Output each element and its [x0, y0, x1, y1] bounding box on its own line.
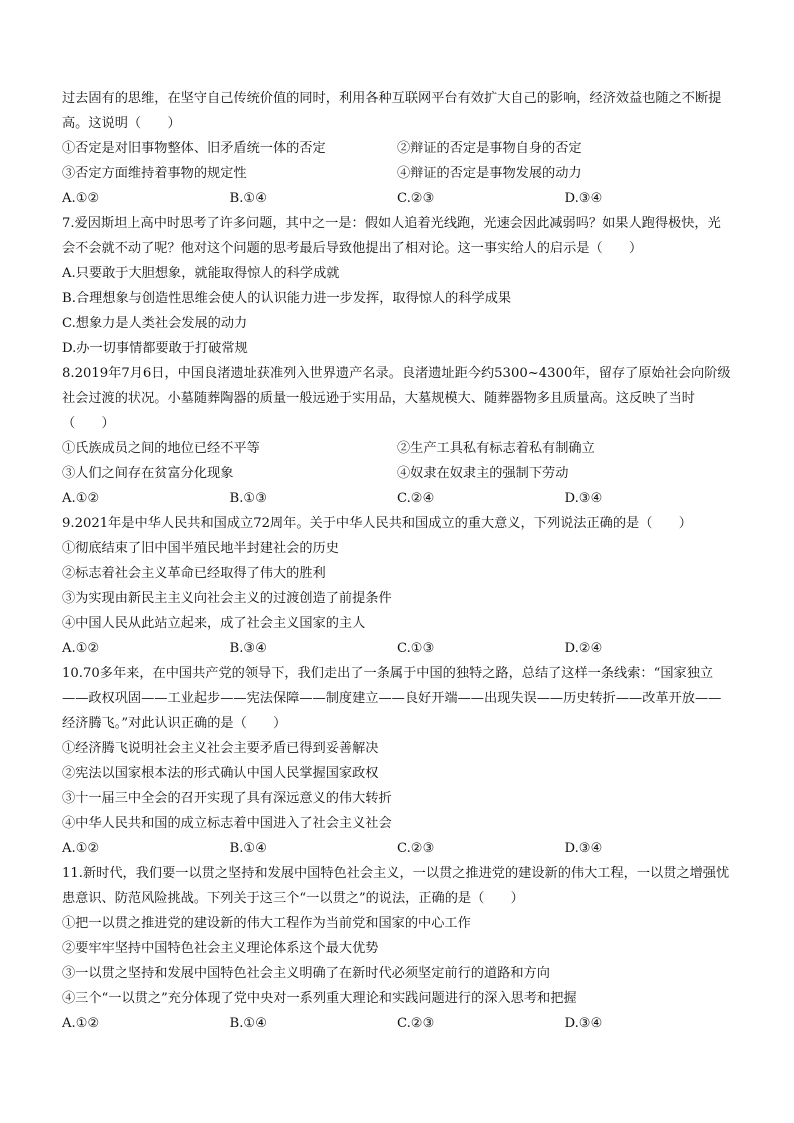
q6-option-2: ②辩证的否定是事物自身的否定: [397, 141, 582, 156]
q6-options-row1: [62, 136, 732, 161]
q11-option-2: ②要牢牢坚持中国特色社会主义理论体系这个最大优势: [62, 941, 379, 956]
q9-choice-c[interactable]: C.①③: [397, 641, 435, 656]
q7-choice-a[interactable]: A.只要敢于大胆想象，就能取得惊人的科学成就: [62, 266, 340, 281]
q11-choice-c[interactable]: C.②③: [397, 1016, 435, 1031]
q8-option-1: ①氏族成员之间的地位已经不平等: [62, 441, 260, 456]
q11-choice-b[interactable]: B.①④: [229, 1016, 268, 1031]
q11-choice-a[interactable]: A.①②: [62, 1016, 100, 1031]
q8-option-3: ③人们之间存在贫富分化现象: [62, 466, 234, 481]
q10-option-2: ②宪法以国家根本法的形式确认中国人民掌握国家政权: [62, 766, 379, 781]
q9-option-1: ①彻底结束了旧中国半殖民地半封建社会的历史: [62, 541, 339, 556]
q10-choices: [62, 836, 732, 861]
exam-page: [62, 86, 732, 1036]
q11-stem: 11.新时代，我们要一以贯之坚持和发展中国特色社会主义，一以贯之推进党的建设新的伟大工程，一以贯之增强忧患意识、防范风险挑战。下列关于这三个“一以贯之”的说法，正确的是（ ）: [62, 866, 730, 906]
q9-choice-a[interactable]: A.①②: [62, 641, 100, 656]
q6-option-4: ④辩证的否定是事物发展的动力: [397, 166, 582, 181]
q10-choice-a[interactable]: A.①②: [62, 841, 100, 856]
q7-stem: 7.爱因斯坦上高中时思考了许多问题，其中之一是：假如人追着光线跑，光速会因此减弱吗？如果人跑得极快，光会不会就不动了呢？他对这个问题的思考最后导致他提出了相对论。这一事实给人的启示是（ ）: [62, 216, 721, 256]
q7-choice-c[interactable]: C.想象力是人类社会发展的动力: [62, 316, 248, 331]
q9-choice-d[interactable]: D.②④: [564, 641, 603, 656]
q7-choice-d[interactable]: D.办一切事情都要敢于打破常规: [62, 341, 248, 356]
q10-choice-b[interactable]: B.①④: [229, 841, 268, 856]
q7-choice-b[interactable]: B.合理想象与创造性思维会使人的认识能力进一步发挥，取得惊人的科学成果: [62, 291, 512, 306]
q6-option-3: ③否定方面维持着事物的规定性: [62, 166, 247, 181]
q6-choices: [62, 186, 732, 211]
q10-choice-d[interactable]: D.③④: [564, 841, 603, 856]
q11-option-3: ③一以贯之坚持和发展中国特色社会主义明确了在新时代必须坚定前行的道路和方向: [62, 966, 550, 981]
q6-options-row2: [62, 161, 732, 186]
q10-option-4: ④中华人民共和国的成立标志着中国进入了社会主义社会: [62, 816, 392, 831]
q8-choice-c[interactable]: C.②④: [397, 491, 435, 506]
q9-choice-b[interactable]: B.③④: [229, 641, 268, 656]
q8-option-4: ④奴隶在奴隶主的强制下劳动: [397, 466, 569, 481]
q11-choice-d[interactable]: D.③④: [564, 1016, 603, 1031]
q11-option-1: ①把一以贯之推进党的建设新的伟大工程作为当前党和国家的中心工作: [62, 916, 471, 931]
q8-choice-b[interactable]: B.①③: [229, 491, 268, 506]
q9-choices: [62, 636, 732, 661]
q8-stem: 8.2019年7月6日，中国良渚遗址获准列入世界遗产名录。良渚遗址距今约5300~4300年，留存了原始社会向阶级社会过渡的状况。小墓随葬陶器的质量一般远逊于实用品，大墓规模大、随葬器物多且质量高。这反映了当时（ ）: [62, 366, 731, 431]
q10-option-3: ③十一届三中全会的召开实现了具有深远意义的伟大转折: [62, 791, 392, 806]
q11-option-4: ④三个“一以贯之”充分体现了党中央对一系列重大理论和实践问题进行的深入思考和把握: [62, 991, 577, 1006]
q6-choice-a[interactable]: A.①②: [62, 191, 100, 206]
q8-options-row2: [62, 461, 732, 486]
q9-option-2: ②标志着社会主义革命已经取得了伟大的胜利: [62, 566, 326, 581]
q10-option-1: ①经济腾飞说明社会主义社会主要矛盾已得到妥善解决: [62, 741, 379, 756]
q8-option-2: ②生产工具私有标志着私有制确立: [397, 441, 595, 456]
q11-choices: [62, 1011, 732, 1036]
q8-options-row1: [62, 436, 732, 461]
q6-stem: 过去固有的思维，在坚守自己传统价值的同时，利用各种互联网平台有效扩大自己的影响，经济效益也随之不断提高。这说明（ ）: [62, 91, 722, 131]
q9-stem: 9.2021年是中华人民共和国成立72周年。关于中华人民共和国成立的重大意义，下列说法正确的是（ ）: [62, 516, 692, 531]
q6-option-1: ①否定是对旧事物整体、旧矛盾统一体的否定: [62, 141, 326, 156]
q8-choice-a[interactable]: A.①②: [62, 491, 100, 506]
q6-choice-d[interactable]: D.③④: [564, 191, 603, 206]
q8-choice-d[interactable]: D.③④: [564, 491, 603, 506]
q9-option-3: ③为实现由新民主主义向社会主义的过渡创造了前提条件: [62, 591, 392, 606]
q10-stem: 10.70多年来，在中国共产党的领导下，我们走出了一条属于中国的独特之路，总结了这样一条线索：“国家独立——政权巩固——工业起步——宪法保障——制度建立——良好开端——出现失误——历史转折——改革开放——经济腾飞。”对此认识正确的是（ ）: [62, 666, 722, 731]
q8-choices: [62, 486, 732, 511]
q6-choice-b[interactable]: B.①④: [229, 191, 268, 206]
q9-option-4: ④中国人民从此站立起来，成了社会主义国家的主人: [62, 616, 366, 631]
q10-choice-c[interactable]: C.②③: [397, 841, 435, 856]
q6-choice-c[interactable]: C.②③: [397, 191, 435, 206]
